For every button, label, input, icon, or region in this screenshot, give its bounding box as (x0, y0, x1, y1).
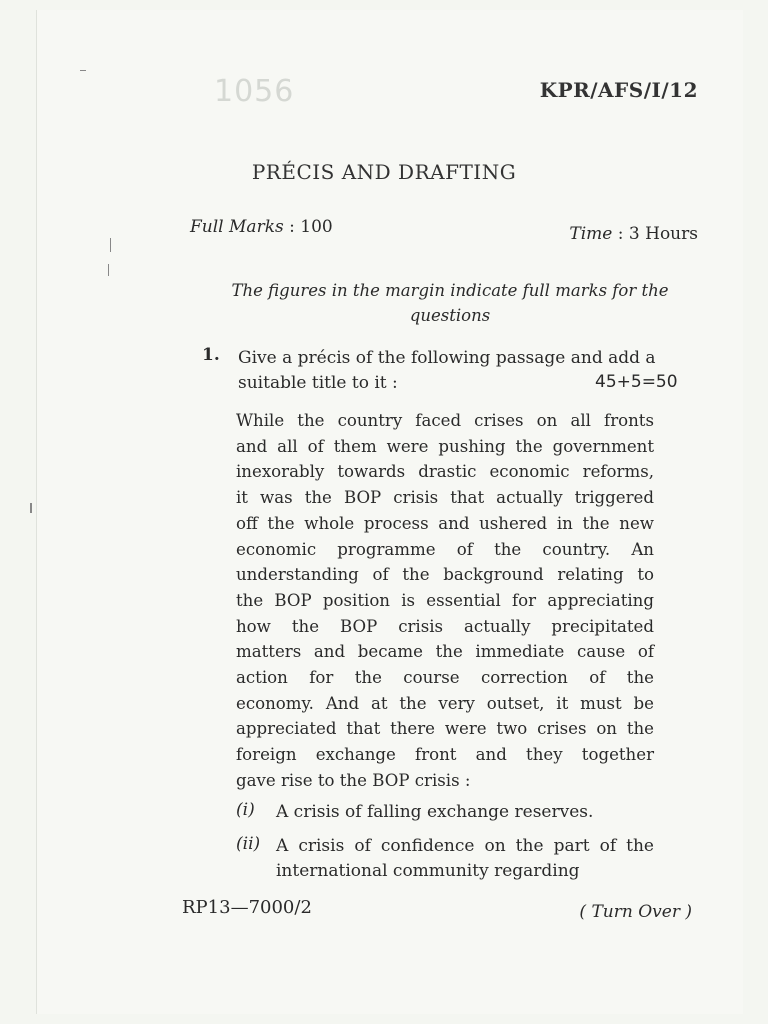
question-text: Give a précis of the following passage and add a suitable title to it : (238, 348, 656, 393)
full-marks-value: 100 (300, 217, 333, 237)
passage-line: While the country faced crises on all fronts (236, 411, 654, 430)
question-number: 1. (202, 345, 220, 365)
full-marks: Full Marks : 100 (190, 217, 333, 237)
passage-line: economy. And at the very outset, it must be (236, 693, 654, 713)
page-title: PRÉCIS AND DRAFTING (251, 160, 517, 184)
margin-mark (30, 503, 32, 513)
item-label-i: (i) (236, 800, 255, 820)
passage-line: it was the BOP crisis that actually triggered (236, 488, 654, 508)
passage-line: economic programme of the country. An (236, 539, 654, 559)
time-value: 3 Hours (628, 224, 698, 244)
passage-line: foreign exchange front and they together (236, 745, 654, 765)
footer-code: RP13—7000/2 (182, 897, 312, 918)
full-marks-label: Full Marks (190, 217, 284, 237)
paper-code: KPR/AFS/I/12 (539, 78, 698, 102)
turn-over: ( Turn Over ) (579, 902, 692, 922)
passage-line: matters and became the immediate cause of (236, 642, 654, 662)
time-allowed: Time : 3 Hours (569, 224, 698, 244)
passage-line: appreciated that there were two crises on the (236, 719, 654, 739)
margin-mark (108, 264, 109, 276)
item-text-i: A crisis of falling exchange reserves. (276, 802, 594, 822)
question-marks: 45+5=50 (595, 372, 678, 392)
passage (236, 408, 654, 794)
passage-line: understanding of the background relating to (236, 565, 654, 585)
passage-line: gave rise to the BOP crisis : (236, 770, 471, 790)
passage-line: inexorably towards drastic economic reforms, (236, 462, 654, 482)
item-label-ii: (ii) (236, 834, 261, 854)
time-label: Time (569, 224, 613, 244)
instruction: The figures in the margin indicate full marks for the questions (231, 281, 669, 325)
passage-line: the BOP position is essential for appreciating (236, 590, 654, 610)
margin-mark (80, 70, 86, 71)
passage-line: how the BOP crisis actually precipitated (236, 616, 654, 636)
item-text-ii: A crisis of confidence on the part of the international community regarding (276, 836, 654, 881)
margin-mark (110, 238, 111, 252)
passage-line: action for the course correction of the (236, 668, 654, 688)
faint-page-number: 1056 (214, 74, 295, 109)
passage-line: off the whole process and ushered in the new (236, 513, 654, 533)
passage-line: and all of them were pushing the government (236, 436, 654, 456)
